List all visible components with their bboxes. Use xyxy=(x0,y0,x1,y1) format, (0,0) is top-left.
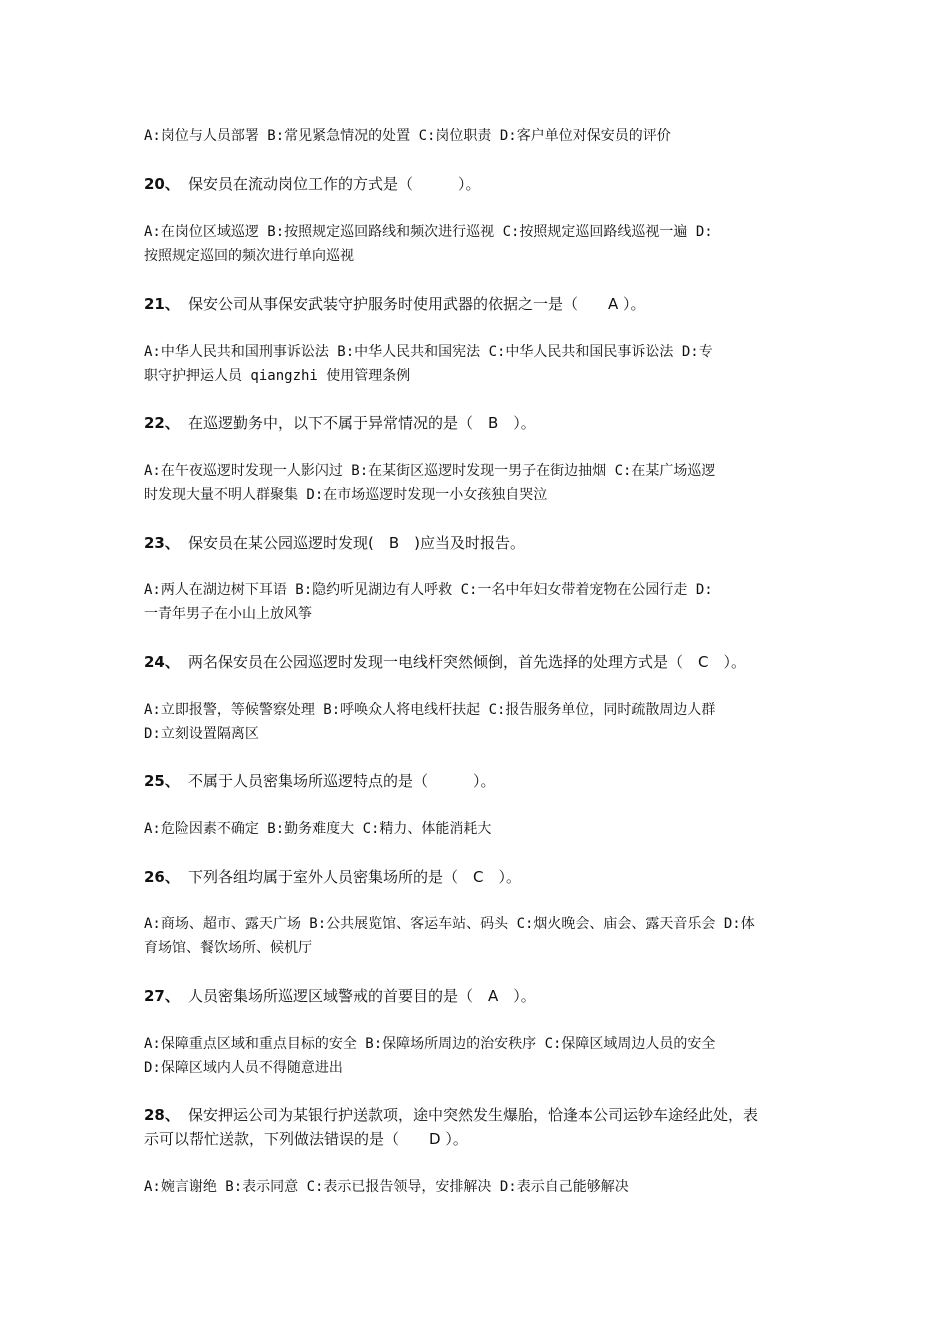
answer-options-21 xyxy=(144,340,814,388)
question-text-continued: 示可以帮忙送款，下列做法错误的是（ D ）。 xyxy=(144,1130,468,1148)
question-22 xyxy=(144,411,814,435)
question-text: 两名保安员在公园巡逻时发现一电线杆突然倾倒，首先选择的处理方式是（ C ）。 xyxy=(188,653,746,671)
question-text: 保安公司从事保安武装守护服务时使用武器的依据之一是（ A ）。 xyxy=(188,295,646,313)
question-number: 22、 xyxy=(144,414,180,432)
question-number: 25、 xyxy=(144,772,180,790)
question-21 xyxy=(144,292,814,316)
text-line: A:危险因素不确定 B:勤务难度大 C:精力、体能消耗大 xyxy=(144,821,492,837)
question-text: 保安押运公司为某银行护送款项，途中突然发生爆胎，恰逢本公司运钞车途经此处，表 xyxy=(188,1106,759,1124)
text-line: A:保障重点区域和重点目标的安全 B:保障场所周边的治安秩序 C:保障区域周边人员的安全 xyxy=(144,1036,716,1052)
text-line: A:在岗位区域巡逻 B:按照规定巡回路线和频次进行巡视 C:按照规定巡回路线巡视一遍 D: xyxy=(144,224,713,240)
question-27 xyxy=(144,984,814,1008)
text-line: A:商场、超市、露天广场 B:公共展览馆、客运车站、码头 C:烟火晚会、庙会、露天音乐会 D:体 xyxy=(144,916,755,932)
question-number: 28、 xyxy=(144,1106,180,1124)
text-line: A:岗位与人员部署 B:常见紧急情况的处置 C:岗位职责 D:客户单位对保安员的评价 xyxy=(144,128,671,144)
text-line: D:保障区域内人员不得随意进出 xyxy=(144,1060,343,1076)
text-line: 一青年男子在小山上放风筝 xyxy=(144,606,312,622)
question-number: 20、 xyxy=(144,175,180,193)
answer-options-20 xyxy=(144,220,814,268)
question-25 xyxy=(144,769,814,793)
question-20 xyxy=(144,172,814,196)
question-text: 人员密集场所巡逻区域警戒的首要目的是（ A ）。 xyxy=(188,987,536,1005)
question-number: 26、 xyxy=(144,868,180,886)
answer-options-25 xyxy=(144,817,814,841)
answer-options-19 xyxy=(144,124,814,148)
answer-options-23 xyxy=(144,578,814,626)
answer-options-28 xyxy=(144,1175,814,1199)
question-text: 在巡逻勤务中，以下不属于异常情况的是（ B ）。 xyxy=(188,414,536,432)
text-line: D:立刻设置隔离区 xyxy=(144,726,259,742)
text-line: 职守护押运人员 qiangzhi 使用管理条例 xyxy=(144,368,411,384)
question-23 xyxy=(144,531,814,555)
text-line: A:中华人民共和国刑事诉讼法 B:中华人民共和国宪法 C:中华人民共和国民事诉讼法 D:专 xyxy=(144,344,713,360)
text-line: A:立即报警，等候警察处理 B:呼唤众人将电线杆扶起 C:报告服务单位，同时疏散周边人群 xyxy=(144,702,716,718)
question-28 xyxy=(144,1103,814,1151)
text-line: A:两人在湖边树下耳语 B:隐约听见湖边有人呼救 C:一名中年妇女带着宠物在公园行走 D: xyxy=(144,582,713,598)
answer-options-24 xyxy=(144,698,814,746)
question-number: 23、 xyxy=(144,534,180,552)
question-24 xyxy=(144,650,814,674)
question-text: 保安员在某公园巡逻时发现( B )应当及时报告。 xyxy=(188,534,525,552)
text-line: 育场馆、餐饮场所、候机厅 xyxy=(144,940,312,956)
question-26 xyxy=(144,865,814,889)
answer-options-22 xyxy=(144,459,814,507)
answer-options-27 xyxy=(144,1032,814,1080)
text-line: 按照规定巡回的频次进行单向巡视 xyxy=(144,248,354,264)
question-text: 不属于人员密集场所巡逻特点的是（ ）。 xyxy=(188,772,496,790)
question-number: 24、 xyxy=(144,653,180,671)
text-line: 时发现大量不明人群聚集 D:在市场巡逻时发现一小女孩独自哭泣 xyxy=(144,487,548,503)
text-line: A:在午夜巡逻时发现一人影闪过 B:在某街区巡逻时发现一男子在街边抽烟 C:在某广场巡逻 xyxy=(144,463,716,479)
answer-options-26 xyxy=(144,912,814,960)
text-line: A:婉言谢绝 B:表示同意 C:表示已报告领导，安排解决 D:表示自己能够解决 xyxy=(144,1179,629,1195)
question-text: 保安员在流动岗位工作的方式是（ ）。 xyxy=(188,175,481,193)
question-number: 21、 xyxy=(144,295,180,313)
question-text: 下列各组均属于室外人员密集场所的是（ C ）。 xyxy=(188,868,521,886)
question-number: 27、 xyxy=(144,987,180,1005)
